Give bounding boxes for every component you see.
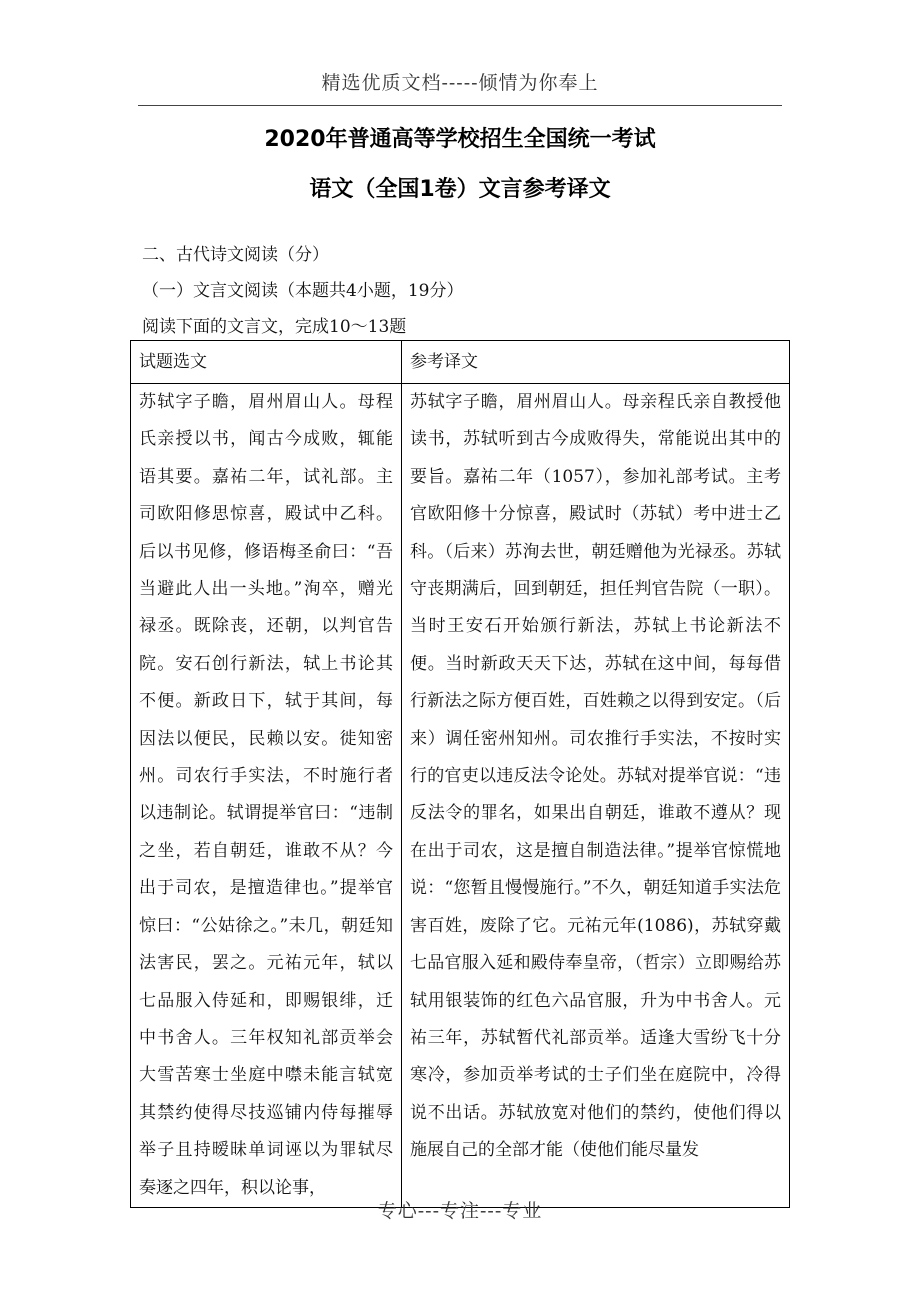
document-subtitle: 语文（全国1卷）文言参考译文	[309, 177, 611, 202]
source-text-cell: 苏轼字子瞻，眉州眉山人。母程氏亲授以书，闻古今成败，辄能语其要。嘉祐二年，试礼部。主司欧阳修思惊喜，殿试中乙科。后以书见修，修语梅圣俞曰：“吾当避此人出一头地。”洵卒，赠光禄丞。既除丧，还朝，以判官告院。安石创行新法，轼上书论其不便。新政日下，轼于其间，每因法以便民，民赖以安。徙知密州。司农行手实法，不时施行者以违制论。轼谓提举官曰：“违制之坐，若自朝廷，谁敢不从？今出于司农，是擅造律也。”提举官惊曰：“公姑徐之。”未几，朝廷知法害民，罢之。元祐元年，轼以七品服入侍延和，即赐银绯，迁中书舍人。三年权知礼部贡举会大雪苦寒士坐庭中噤未能言轼宽其禁约使得尽技巡铺内侍每摧辱举子且持暧昧单词诬以为罪轼尽奏逐之四年，积以论事，	[131, 384, 402, 1208]
document-title: 2020年普通高等学校招生全国统一考试	[264, 127, 656, 152]
table-header-row	[131, 341, 790, 384]
subsection-heading: （一）文言文阅读（本题共4小题，19分）	[142, 281, 464, 301]
table-body-row	[131, 384, 790, 1208]
translation-text-cell: 苏轼字子瞻，眉州眉山人。母亲程氏亲自教授他读书，苏轼听到古今成败得失，常能说出其中的要旨。嘉祐二年（1057），参加礼部考试。主考官欧阳修十分惊喜，殿试时（苏轼）考中进士乙科。（后来）苏洵去世，朝廷赠他为光禄丞。苏轼守丧期满后，回到朝廷，担任判官告院（一职）。当时王安石开始颁行新法，苏轼上书论新法不便。当时新政天天下达，苏轼在这中间，每每借行新法之际方便百姓，百姓赖之以得到安定。（后来）调任密州知州。司农推行手实法，不按时实行的官吏以违反法令论处。苏轼对提举官说：“违反法令的罪名，如果出自朝廷，谁敢不遵从？现在出于司农，这是擅自制造法律。”提举官惊慌地说：“您暂且慢慢施行。”不久，朝廷知道手实法危害百姓，废除了它。元祐元年(1086)，苏轼穿戴七品官服入延和殿侍奉皇帝，（哲宗）立即赐给苏轼用银装饰的红色六品官服，升为中书舍人。元祐三年，苏轼暂代礼部贡举。适逢大雪纷飞十分寒冷，参加贡举考试的士子们坐在庭院中，冷得说不出话。苏轼放宽对他们的禁约，使他们得以施展自己的全部才能（使他们能尽量发	[402, 384, 790, 1208]
comparison-table	[130, 340, 790, 1208]
page-footer: 专心---专注---专业	[377, 1200, 543, 1222]
column-header-translation: 参考译文	[402, 341, 790, 384]
page-header: 精选优质文档-----倾情为你奉上	[138, 68, 782, 106]
instruction-text: 阅读下面的文言文，完成10～13题	[142, 317, 407, 337]
column-header-source: 试题选文	[131, 341, 402, 384]
section-heading: 二、古代诗文阅读（分）	[142, 245, 329, 265]
